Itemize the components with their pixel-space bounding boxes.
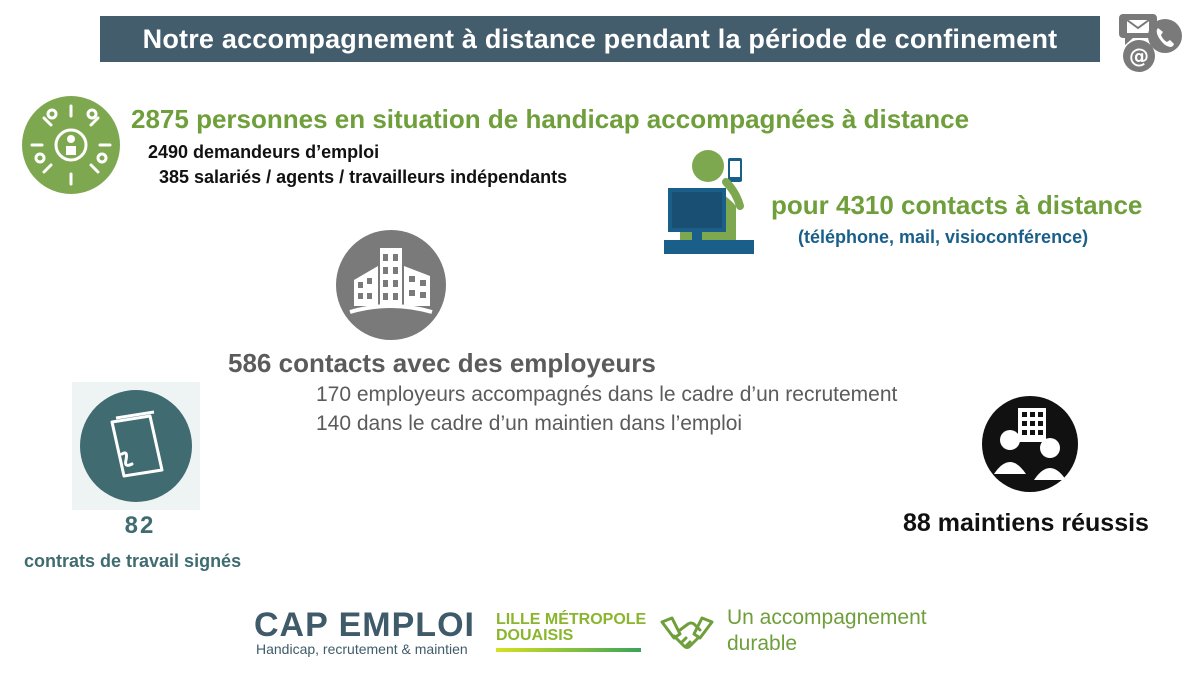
person-computer-phone-icon <box>660 148 756 256</box>
employers-line-recruitment: 170 employeurs accompagnés dans le cadre d’un recrutement <box>316 383 898 406</box>
maintiens-label: 88 maintiens réussis <box>903 509 1149 537</box>
cap-emploi-logo: CAP EMPLOI <box>254 606 475 644</box>
employers-headline: 586 contacts avec des employeurs <box>228 348 656 378</box>
contacts-channels: (téléphone, mail, visioconférence) <box>798 227 1089 247</box>
handshake-icon <box>660 612 714 654</box>
contract-document-icon <box>72 382 200 510</box>
disability-circle-icon <box>22 96 120 194</box>
contacts-headline: pour 4310 contacts à distance <box>771 190 1143 220</box>
handicap-line-jobseekers: 2490 demandeurs d’emploi <box>148 142 380 162</box>
region-name-douaisis: DOUAISIS <box>496 627 574 644</box>
contracts-label: contrats de travail signés <box>24 551 242 571</box>
handicap-line-employees: 385 salariés / agents / travailleurs indépendants <box>159 167 568 187</box>
page-title: Notre accompagnement à distance pendant la période de confinement <box>100 16 1100 62</box>
handicap-headline: 2875 personnes en situation de handicap accompagnées à distance <box>131 104 970 134</box>
contact-channels-icon <box>1115 10 1187 76</box>
slogan-line-2: durable <box>727 632 798 655</box>
slogan-line-1: Un accompagnement <box>727 606 927 629</box>
contracts-number: 82 <box>124 512 156 539</box>
building-icon <box>336 230 446 340</box>
cap-emploi-tagline: Handicap, recrutement & maintien <box>256 641 468 657</box>
region-underline <box>496 648 641 652</box>
svg-text:@: @ <box>1129 44 1149 68</box>
people-building-icon <box>982 396 1078 492</box>
employers-line-retention: 140 dans le cadre d’un maintien dans l’emploi <box>316 412 743 435</box>
region-name-lille: LILLE MÉTROPOLE <box>496 611 647 628</box>
